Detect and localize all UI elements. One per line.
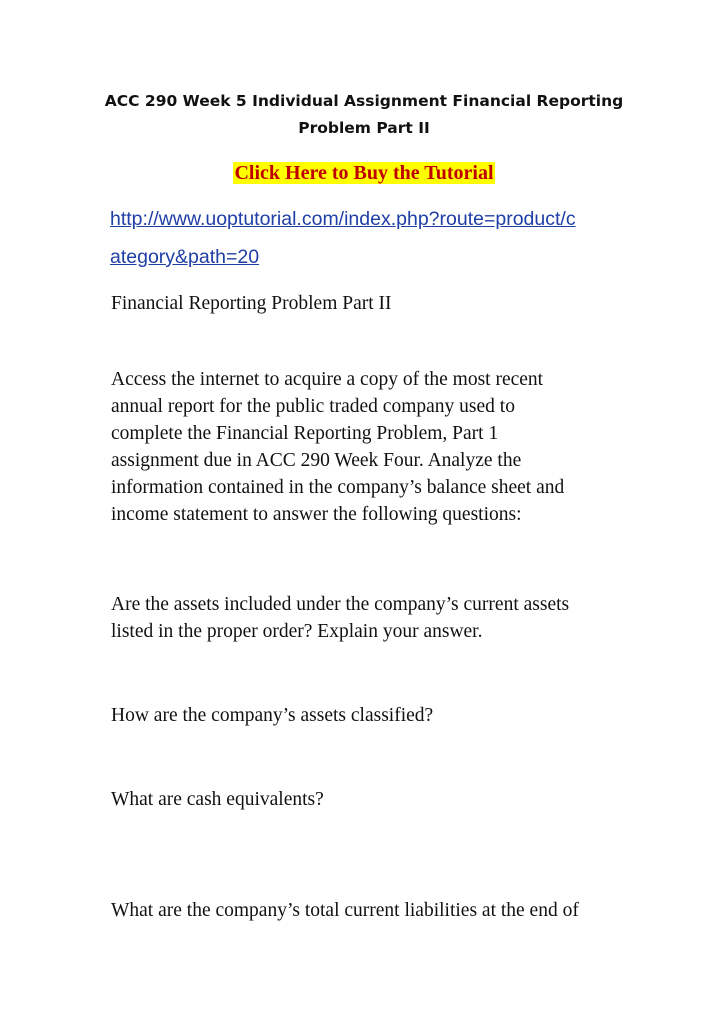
question-1-line: listed in the proper order? Explain your answer. bbox=[111, 621, 483, 642]
question-1-line: Are the assets included under the company’s current assets bbox=[111, 594, 570, 615]
question-3 bbox=[111, 786, 324, 813]
intro-line: information contained in the company’s balance sheet and bbox=[111, 477, 565, 498]
intro-line: income statement to answer the following questions: bbox=[111, 504, 522, 525]
url-line-2: ategory&path=20 bbox=[110, 246, 260, 268]
buy-tutorial-link[interactable]: Click Here to Buy the Tutorial bbox=[234, 162, 494, 184]
intro-line: complete the Financial Reporting Problem, Part 1 bbox=[111, 423, 499, 444]
buy-tutorial-link-container bbox=[0, 161, 728, 185]
tutorial-url-link[interactable] bbox=[110, 200, 670, 276]
url-line-1: http://www.uoptutorial.com/index.php?route=product/c bbox=[110, 208, 576, 230]
section-heading bbox=[111, 290, 392, 317]
question-3-text: What are cash equivalents? bbox=[111, 789, 324, 810]
intro-line: annual report for the public traded company used to bbox=[111, 396, 515, 417]
document-title bbox=[60, 88, 668, 142]
intro-line: Access the internet to acquire a copy of the most recent bbox=[111, 369, 544, 390]
question-4 bbox=[111, 897, 579, 924]
title-line-2: Problem Part II bbox=[298, 119, 430, 137]
intro-paragraph bbox=[111, 366, 564, 528]
section-heading-text: Financial Reporting Problem Part II bbox=[111, 293, 392, 314]
question-2-text: How are the company’s assets classified? bbox=[111, 705, 434, 726]
title-line-1: ACC 290 Week 5 Individual Assignment Financial Reporting bbox=[104, 92, 624, 110]
question-4-text: What are the company’s total current liabilities at the end of bbox=[111, 900, 579, 921]
intro-line: assignment due in ACC 290 Week Four. Analyze the bbox=[111, 450, 522, 471]
question-1 bbox=[111, 591, 569, 645]
question-2 bbox=[111, 702, 433, 729]
